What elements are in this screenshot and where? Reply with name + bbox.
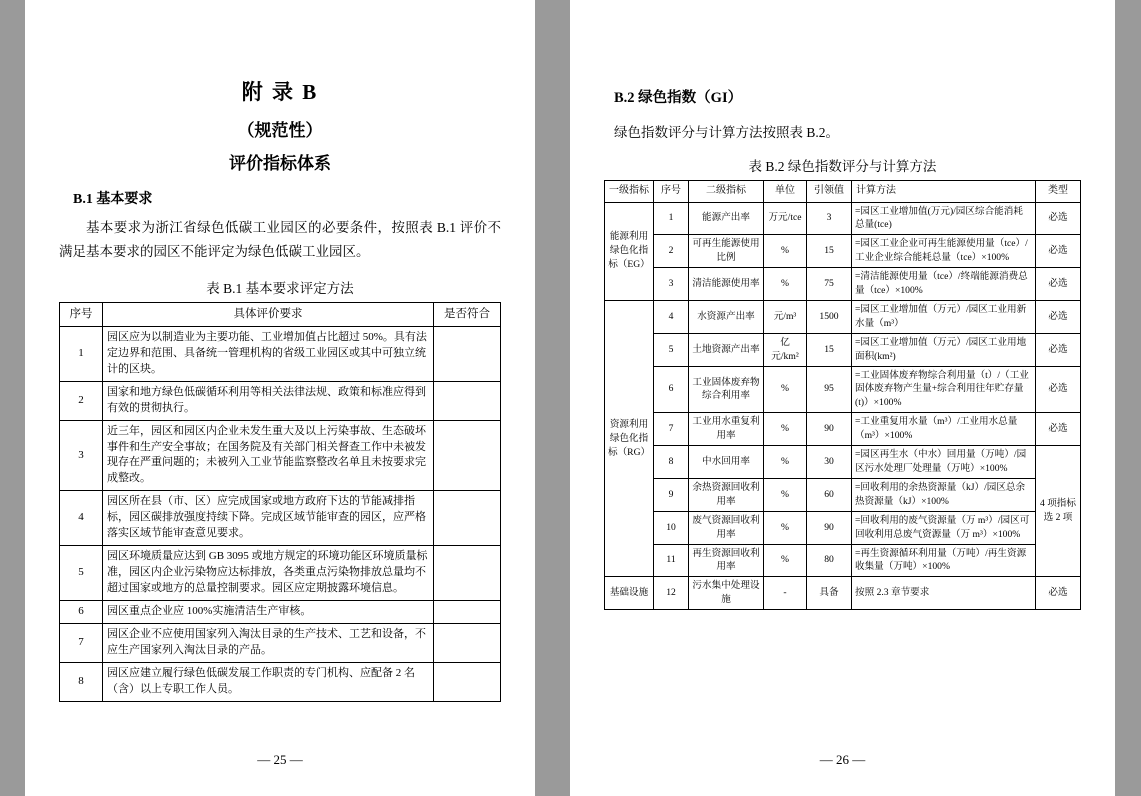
cell-lead-value: 95 [807,366,852,413]
table-row [605,544,1081,577]
table-row [60,491,501,546]
column-header-requirement: 具体评价要求 [103,303,434,327]
table-row [60,623,501,662]
cell-unit: 亿元/km² [764,333,807,366]
cell-type-merged: 4 项指标选 2 项 [1036,446,1081,577]
cell-lead-value: 15 [807,235,852,268]
cell-calc-method: =园区工业增加值（万元）/园区工业用地面积(km²) [852,333,1036,366]
table-b1 [59,302,501,701]
section-paragraph-b1: 基本要求为浙江省绿色低碳工业园区的必要条件，按照表 B.1 评价不满足基本要求的园区不能评定为绿色低碳工业园区。 [59,220,501,259]
cell-seq: 3 [654,268,689,301]
cell-lead-value: 90 [807,511,852,544]
cell-unit: % [764,478,807,511]
cell-index: 5 [60,546,103,601]
cell-type: 必选 [1036,366,1081,413]
page-number-left: — 25 — [257,752,303,767]
cell-indicator-name: 再生资源回收利用率 [689,544,764,577]
column-header-method: 计算方法 [852,181,1036,203]
cell-type: 必选 [1036,300,1081,333]
cell-conform [434,546,501,601]
cell-unit: % [764,268,807,301]
cell-calc-method: =园区工业增加值（万元）/园区工业用新水量（m³） [852,300,1036,333]
table-row [60,381,501,420]
cell-requirement: 园区环境质量应达到 GB 3095 或地方规定的环境功能区环境质量标准，园区内企业污染物应达标排放，各类重点污染物排放总量均不超过国家或地方的总量控制要求。园区应定期披露环境信息。 [103,546,434,601]
section-lead-b2: 绿色指数评分与计算方法按照表 B.2。 [614,125,840,140]
cell-unit: % [764,366,807,413]
column-header-leadvalue: 引领值 [807,181,852,203]
cell-lead-value: 3 [807,202,852,235]
cell-level1-group: 能源利用绿色化指标（EG） [605,202,654,300]
table-row [60,662,501,701]
cell-requirement: 近三年，园区和园区内企业未发生重大及以上污染事故、生态破坏事件和生产安全事故；在国务院及有关部门相关督查工作中未被发现存在严重问题的；未被列入工业节能监察整改名单且未按要求完成整改。 [103,420,434,491]
cell-conform [434,420,501,491]
column-header-seq: 序号 [654,181,689,203]
cell-level1-group: 基础设施 [605,577,654,610]
cell-lead-value: 90 [807,413,852,446]
cell-conform [434,662,501,701]
cell-lead-value: 80 [807,544,852,577]
cell-index: 1 [60,326,103,381]
cell-indicator-name: 污水集中处理设施 [689,577,764,610]
document-page-right [570,0,1115,796]
column-header-level2: 二级指标 [689,181,764,203]
page-subtitle-2: 评价指标体系 [229,154,331,173]
cell-type: 必选 [1036,333,1081,366]
page-title: 附 录 B [241,80,319,104]
cell-unit: 万元/tce [764,202,807,235]
cell-unit: % [764,235,807,268]
cell-index: 2 [60,381,103,420]
cell-conform [434,600,501,623]
cell-indicator-name: 土地资源产出率 [689,333,764,366]
cell-calc-method: =园区再生水（中水）回用量（万吨）/园区污水处理厂处理量（万吨）×100% [852,446,1036,479]
cell-requirement: 园区应建立履行绿色低碳发展工作职责的专门机构、应配备 2 名（含）以上专职工作人员。 [103,662,434,701]
cell-conform [434,491,501,546]
cell-type: 必选 [1036,268,1081,301]
table-row [60,326,501,381]
cell-indicator-name: 工业固体废弃物综合利用率 [689,366,764,413]
cell-calc-method: =园区工业企业可再生能源使用量（tce）/工业企业综合能耗总量（tce）×100% [852,235,1036,268]
column-header-type: 类型 [1036,181,1081,203]
table-row [605,235,1081,268]
cell-seq: 12 [654,577,689,610]
cell-index: 7 [60,623,103,662]
cell-seq: 5 [654,333,689,366]
cell-indicator-name: 水资源产出率 [689,300,764,333]
table-b2 [604,180,1081,610]
table-row [605,577,1081,610]
table-row [60,546,501,601]
cell-unit: % [764,544,807,577]
cell-calc-method: =工业重复用水量（m³）/工业用水总量（m³）×100% [852,413,1036,446]
table-row [60,420,501,491]
table-row [605,366,1081,413]
cell-seq: 2 [654,235,689,268]
cell-unit: - [764,577,807,610]
cell-conform [434,381,501,420]
cell-seq: 7 [654,413,689,446]
cell-index: 8 [60,662,103,701]
cell-calc-method: =工业固体废弃物综合利用量（t）/（工业固体废弃物产生量+综合利用往年贮存量(t)）×100% [852,366,1036,413]
column-header-level1: 一级指标 [605,181,654,203]
cell-type: 必选 [1036,413,1081,446]
table-row [605,446,1081,479]
cell-requirement: 园区重点企业应 100%实施清洁生产审核。 [103,600,434,623]
table-row [605,333,1081,366]
cell-requirement: 园区所在县（市、区）应完成国家或地方政府下达的节能减排指标，园区碳排放强度持续下降。完成区域节能审查的园区，应严格落实区域节能审查意见要求。 [103,491,434,546]
table-row [605,511,1081,544]
table-row [605,478,1081,511]
cell-unit: % [764,511,807,544]
cell-lead-value: 30 [807,446,852,479]
cell-calc-method: 按照 2.3 章节要求 [852,577,1036,610]
cell-lead-value: 60 [807,478,852,511]
cell-lead-value: 15 [807,333,852,366]
cell-indicator-name: 清洁能源使用率 [689,268,764,301]
table-row [605,413,1081,446]
cell-seq: 11 [654,544,689,577]
table-row [605,202,1081,235]
cell-indicator-name: 废气资源回收利用率 [689,511,764,544]
cell-unit: % [764,446,807,479]
column-header-index: 序号 [60,303,103,327]
table-row [605,300,1081,333]
column-header-unit: 单位 [764,181,807,203]
cell-index: 3 [60,420,103,491]
cell-requirement: 国家和地方绿色低碳循环利用等相关法律法规、政策和标准应得到有效的贯彻执行。 [103,381,434,420]
table-caption-b2: 表 B.2 绿色指数评分与计算方法 [748,159,937,174]
cell-unit: 元/m³ [764,300,807,333]
cell-calc-method: =再生资源循环利用量（万吨）/再生资源收集量（万吨）×100% [852,544,1036,577]
document-page-left [25,0,535,796]
cell-lead-value: 75 [807,268,852,301]
table-header-row [605,181,1081,203]
cell-seq: 1 [654,202,689,235]
cell-indicator-name: 工业用水重复利用率 [689,413,764,446]
cell-calc-method: =回收利用的余热资源量（kJ）/园区总余热资源量（kJ）×100% [852,478,1036,511]
table-row [605,268,1081,301]
cell-indicator-name: 可再生能源使用比例 [689,235,764,268]
cell-requirement: 园区企业不应使用国家列入淘汰目录的生产技术、工艺和设备，不应生产国家列入淘汰目录的产品。 [103,623,434,662]
cell-indicator-name: 余热资源回收利用率 [689,478,764,511]
cell-type: 必选 [1036,577,1081,610]
cell-lead-value: 1500 [807,300,852,333]
table-row [60,600,501,623]
cell-unit: % [764,413,807,446]
table-header-row [60,303,501,327]
cell-seq: 9 [654,478,689,511]
cell-conform [434,623,501,662]
cell-seq: 10 [654,511,689,544]
page-number-right: — 26 — [819,752,866,767]
section-title-b2: B.2 绿色指数（GI） [614,90,743,106]
table-caption-b1: 表 B.1 基本要求评定方法 [206,281,354,297]
cell-seq: 8 [654,446,689,479]
cell-calc-method: =清洁能源使用量（tce）/终端能源消费总量（tce）×100% [852,268,1036,301]
page-subtitle: （规范性） [237,121,323,140]
cell-requirement: 园区应为以制造业为主要功能、工业增加值占比超过 50%。具有法定边界和范围、具备统一管理机构的省级工业园区或其中可独立统计的区块。 [103,326,434,381]
cell-seq: 4 [654,300,689,333]
cell-conform [434,326,501,381]
cell-calc-method: =园区工业增加值(万元)/园区综合能消耗总量(tce) [852,202,1036,235]
cell-level1-group: 资源利用绿色化指标（RG） [605,300,654,576]
section-title-b1: B.1 基本要求 [73,192,153,207]
cell-type: 必选 [1036,202,1081,235]
cell-index: 4 [60,491,103,546]
cell-lead-value: 具备 [807,577,852,610]
cell-indicator-name: 中水回用率 [689,446,764,479]
cell-type: 必选 [1036,235,1081,268]
cell-seq: 6 [654,366,689,413]
cell-calc-method: =回收利用的废气资源量（万 m³）/园区可回收利用总废气资源量（万 m³）×100% [852,511,1036,544]
cell-index: 6 [60,600,103,623]
column-header-conform: 是否符合 [434,303,501,327]
cell-indicator-name: 能源产出率 [689,202,764,235]
